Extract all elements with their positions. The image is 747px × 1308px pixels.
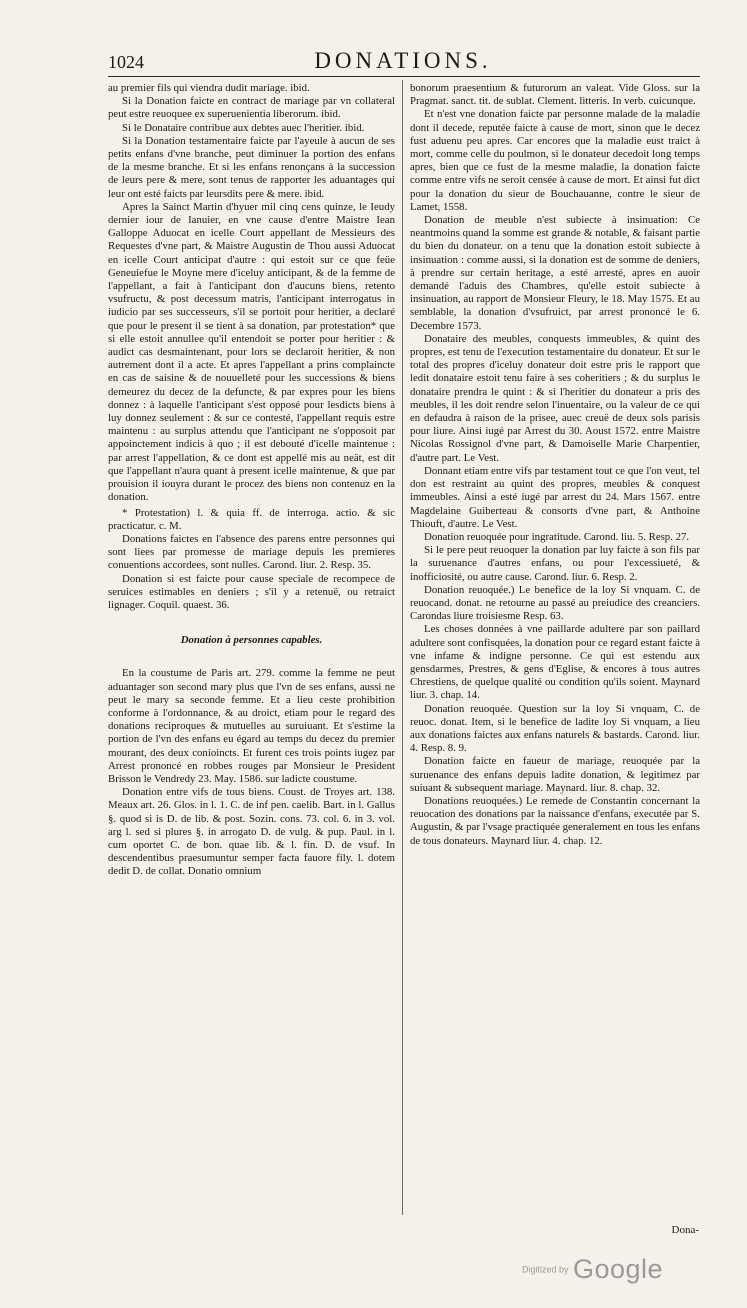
google-wordmark: Google [572,1254,664,1284]
section-heading: Donation à personnes capables. [180,634,323,647]
paragraph: Donation reuoquée. Question sur la loy Si vnquam, C. de reuoc. donat. Item, si le benefice de ladite loy Si vnquam, a lieu aux donations faictes aux enfans naturels & bastards. Carond. liur. 4. Resp. 8. 9. [410,702,700,755]
column-divider [402,80,403,1215]
paragraph: Si la Donation testamentaire faicte par l'ayeule à aucun de ses petits enfans d'vne branche, peut diminuer la portion des enfans de la mesme branche. Et si les enfans renonçans à la succession de leurs pere & mere, sont tenus de rapporter les aduantages qui leur ont esté faicts par leursdits pere & mere. ibid. [108,134,395,200]
paragraph: Donation entre vifs de tous biens. Coust. de Troyes art. 138. Meaux art. 26. Glos. in l. 1. C. de inf pen. caelib. Bart. in l. Gallus §. quod si is D. de lib. & post. Sozin. cons. 73. col. 6. in 3. vol. arg l. sed si plures §. in arrogato D. de vulg. & pup. Paul. in l. cum oportet C. de bon. quae lib. & l. fin. D. de vsuf. In descendentibus praesumuntur semper facta fauore fily. l. dotem dedit D. de collat. Donatio omnium [108,786,395,878]
digitized-by-label: Digitized by [522,1264,569,1275]
paragraph: Et n'est vne donation faicte par personne malade de la maladie dont il decede, reputée faicte à cause de mort, sinon que le decez fust aduenu peu apres. Car encores que la maladie eust traict à mort, comme celle du poulmon, si le donateur decedoit long temps apres, bien que ce fust de la mesme maladie, la donation faicte comme entre vifs ne seroit censée à cause de mort. Et ainsi fut dict pour la donation du sieur de Bouchauanne, contre le sieur de Lamet, 1558. [410,108,700,213]
paragraph: Donation reuoquée.) Le benefice de la loy Si vnquam. C. de reuocand. donat. ne retourne au passé au preiudice des creanciers. Carondas liure troisiesme Resp. 63. [410,583,700,623]
paragraph: Les choses données à vne paillarde adultere par son paillard adultere sont confisquées, la donation pour ce regard estant faicte à vne infame & indigne personne. Ce qui est estendu aux gensdarmes, Prestres, & gens d'Eglise, & encores à tous autres Chrestiens, de quelque qualité ou condition qu'ils soient. Maynard liur. 3. chap. 14. [410,623,700,702]
paragraph: Donataire des meubles, conquests immeubles, & quint des propres, est tenu de l'execution testamentaire du donateur. Et sur le total des propres d'iceluy donateur doit estre pris le rapport que ledit donataire estoit tenu faire à ses coheritiers ; & du surplus le donataire prendra le quint : & si l'heritier du donateur a pris des meubles, il les doit rendre selon l'inuentaire, ou la valeur de ce qui en defaudra à raison de la prisee, auec creuë de deux sols parisis pour liure. Ainsi iugé par Arrest du 30. Aoust 1572. entre Maistre Nicolas Rossignol d'vne part, & Damoiselle Marie Charpentier, d'autre part. Le Vest. [410,332,700,464]
paragraph: bonorum praesentium & futurorum an valeat. Vide Gloss. sur la Pragmat. sanct. tit. de sublat. Clement. litteris. In verb. cuicunque. [410,82,700,108]
digitization-watermark [522,1254,663,1285]
paragraph: En la coustume de Paris art. 279. comme la femme ne peut aduantager son second mary plus que l'vn de ses enfans, aussi ne peut le mary sa seconde femme. Et a lieu ceste prohibition conforme à l'ordonnance, & au droict, etiam pour le regard des donations reciproques & mutuelles au suruiuant. Et s'estime la portion de l'vn des enfans eu égard au temps du decez du premier mourant, des deux conioincts. Et furent ces trois points iugez par Arrest prononcé en robbes rouges par Monsieur le President Brisson le Vendredy 23. May. 1586. sur ladicte coustume. [108,667,395,785]
paragraph: Si le Donataire contribue aux debtes auec l'heritier. ibid. [122,121,365,134]
page-header [108,48,698,78]
paragraph: Donation faicte en faueur de mariage, reuoquée par la suruenance des enfans depuis ladite donation, & legitimez par suiuant & subsequent mariage. Maynard. liur. 8. chap. 32. [410,755,700,794]
paragraph: Donations reuoquées.) Le remede de Constantin concernant la reuocation des donations par la naissance d'enfans, executée par S. Augustin, & par l'vsage practiquée generalement en tous les enfans de tous donateurs. Maynard liur. 4. chap. 12. [410,794,700,847]
left-column [108,82,395,879]
catchword: Dona- [671,1224,699,1236]
page-number: 1024 [108,52,144,72]
paragraph: Donation reuoquée pour ingratitude. Carond. liu. 5. Resp. 27. [424,530,690,543]
paragraph: au premier fils qui viendra dudit mariage. ibid. [108,82,310,94]
paragraph: Si le pere peut reuoquer la donation par luy faicte à son fils par la suruenance d'autres enfans, ou pour l'excessiueté, & inofficiosité, ou autre cause. Carond. liur. 6. Resp. 2. [410,544,700,583]
paragraph: Si la Donation faicte en contract de mariage par vn collateral peut estre reuoquee ex superuenientia liberorum. ibid. [108,95,395,121]
paragraph: Donations faictes en l'absence des parens entre personnes qui sont liees par promesse de mariage depuis les premieres conuentions accordees, sont nulles. Carond. liur. 2. Resp. 35. [108,532,395,572]
paragraph: Donation si est faicte pour cause speciale de recompece de seruices estimables en deniers ; s'il y a retenuë, ou retraict lignager. Coquil. quaest. 36. [108,572,395,611]
paragraph: Apres la Sainct Martin d'hyuer mil cinq cens quinze, le Ieudy dernier iour de Ianuier, en vne cause d'entre Maistre Iean Galloppe Aduocat en icelle Court appellant de Messieurs des Requestes d'vne part, & Maistre Augustin de Thou aussi Aduocat en icelle Court anticipat d'autre : qui estoit sur ce que feüe Geneuiefue le Moyne mere d'iceluy anticipant, & de la femme de l'appellant, a fait à l'anticipant don d'aucuns biens, retento vsufructu, & post decessum matris, l'anticipant interrogatus in iudicio par ses successeurs, s'il se portoit pour heritier, a declaré que pour le present il se tient à sa donation, par protestation* que si elle estoit annullee qu'il entendoit se porter pour heritier : & audict cas desmaintenant, pour lors se declaroit heritier, & non autrement dont il a acte. Et apres l'appellant a prins complaincte en cas de saisine & de nouuelleté pour les successions & biens demeurez du decez de la defuncte, & par expres pour les biens donnez : à laquelle l'anticipant s'est opposé pour lesdicts biens à luy donnez seulement : & sur ce contesté, l'appellant requis estre maintenu : au surplus attendu que l'anticipant ne s'opposoit par appoinctement indicis à quo ; il est debouté d'icelle maintenue : par arrest l'appellation, & ce dont est appellé mis au neät, est dit que l'appellant n'aura quant à present icelle maintenue, & que par prouision il iouyra durant le procez des biens non contenuz en la donation. [108,200,395,504]
paragraph: Donnant etiam entre vifs par testament tout ce que l'on veut, tel don est restraint au quint des propres, meubles & conquest immeubles. Ainsi a esté iugé par arrest du 24. Mars 1567. entre Magdelaine Guiberteau & consorts d'vne part, & Anthoine Thiouft, d'autre. Le Vest. [410,464,700,530]
paragraph: Donation de meuble n'est subiecte à insinuation: Ce neantmoins quand la somme est grande & notable, & faisant partie du bien du donateur. on a tenu que la donation estoit subiecte à insinuation : comme aussi, si la donation est de somme de deniers, à prendre sur certain heritage, a esté arresté, apres en auoir demandé l'aduis des Chambres, qu'elle estoit subiecte à insinuation, au rapport de Monsieur Fleury, le 18. May 1575. Et au semblable, la donation d'vsufruict, par arrest prononcé le 6. Decembre 1573. [410,214,700,332]
right-column [410,82,700,848]
footnote: * Protestation) l. & quia ff. de interroga. actio. & sic practicatur. c. M. [108,506,395,532]
running-title: DONATIONS. [314,48,492,73]
header-rule [108,76,700,77]
